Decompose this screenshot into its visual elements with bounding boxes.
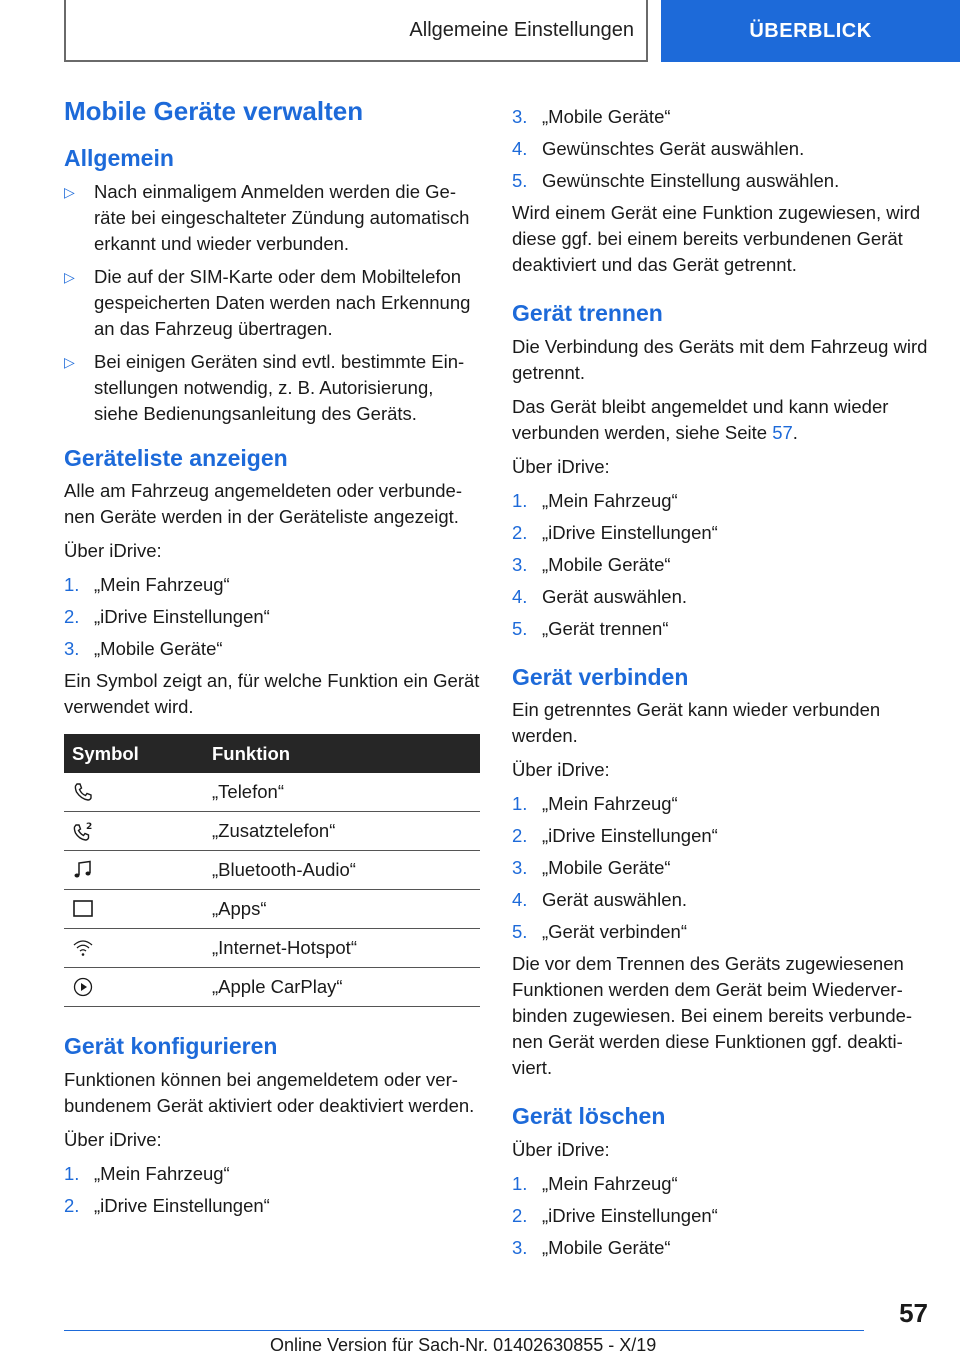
paragraph: Ein getrenntes Gerät kann wieder verbunden werden. — [512, 699, 881, 747]
steps-list — [512, 791, 928, 945]
paragraph: Funktionen können bei angemeldetem oder verbundenem Gerät aktiviert oder deaktiviert werden. — [64, 1068, 475, 1116]
list-item: 3. „Mobile Geräte“ — [512, 553, 671, 575]
paragraph: Alle am Fahrzeug angemeldeten oder verbundenen Geräte werden in der Geräteliste angezeigt. — [64, 480, 463, 528]
list-item: 3. „Mobile Geräte“ — [512, 106, 671, 127]
list-item: ▷ Die auf der SIM-Karte oder dem Mobiltelefon gespeicherten Daten werden nach Erkennung an das Fahrzeug übertragen. — [64, 265, 471, 339]
svg-text:2: 2 — [86, 822, 93, 833]
symbol-table — [64, 734, 480, 1007]
list-item: 1. „Mein Fahrzeug“ — [512, 1172, 678, 1194]
list-item: 1. „Mein Fahrzeug“ — [512, 489, 678, 511]
list-item: 1. „Mein Fahrzeug“ — [64, 1162, 230, 1184]
footer-divider — [64, 1330, 864, 1331]
list-item: 1. „Mein Fahrzeug“ — [512, 793, 678, 815]
footer-version: Online Version für Sach-Nr. 01402630855 - X/19 — [270, 1335, 657, 1355]
heading-konfigurieren: Gerät konfigurieren — [64, 1033, 278, 1060]
heading-trennen: Gerät trennen — [512, 300, 663, 326]
list-item: 2. „iDrive Einstellungen“ — [512, 1204, 718, 1226]
paragraph: Die vor dem Trennen des Geräts zugewiesenen Funktionen werden dem Gerät beim Wiederverbinden zugewiesen. Bei einem bereits verbundenen Gerät werden diese Funktionen ggf. deaktiviert. — [512, 953, 913, 1079]
paragraph: Das Gerät bleibt angemeldet und kann wieder verbunden werden, siehe Seite 57. — [512, 395, 889, 443]
phone-icon — [72, 781, 94, 803]
section-title: Allgemeine Einstellungen — [64, 0, 648, 62]
triangle-bullet-icon: ▷ — [64, 353, 75, 370]
table-row: 2 „Zusatztelefon“ — [64, 812, 480, 851]
list-item: 2. „iDrive Einstellungen“ — [64, 606, 270, 628]
carplay-icon — [72, 976, 94, 998]
paragraph: Über iDrive: — [64, 1128, 162, 1150]
list-item: 1. „Mein Fahrzeug“ — [64, 574, 230, 596]
steps-list — [512, 1171, 928, 1261]
paragraph: Über iDrive: — [64, 540, 162, 562]
list-item: 2. „iDrive Einstellungen“ — [512, 521, 718, 543]
list-item: 4. Gerät auswählen. — [512, 889, 688, 911]
paragraph: Die Verbindung des Geräts mit dem Fahrzeug wird getrennt. — [512, 335, 928, 383]
paragraph: Über iDrive: — [512, 1138, 610, 1160]
list-item: 5. „Gerät verbinden“ — [512, 921, 687, 943]
heading-allgemein: Allgemein — [64, 145, 174, 172]
table-row: „Apple CarPlay“ — [64, 968, 480, 1007]
table-row: „Telefon“ — [64, 773, 480, 812]
overview-tab[interactable]: ÜBERBLICK — [661, 0, 960, 62]
list-item: 3. „Mobile Geräte“ — [512, 1236, 671, 1258]
column-header-function: Funktion — [204, 734, 480, 773]
table-row: „Bluetooth-Audio“ — [64, 851, 480, 890]
list-item: 2. „iDrive Einstellungen“ — [512, 825, 718, 847]
table-row: „Internet-Hotspot“ — [64, 929, 480, 968]
paragraph: Ein Symbol zeigt an, für welche Funktion ein Gerät verwendet wird. — [64, 670, 480, 718]
triangle-bullet-icon: ▷ — [64, 268, 75, 285]
paragraph: Wird einem Gerät eine Funktion zugewiesen, wird diese ggf. bei einem bereits verbundenen Gerät deaktiviert und das Gerät getrennt. — [512, 202, 921, 275]
paragraph: Über iDrive: — [512, 759, 610, 781]
page-title: Mobile Geräte verwalten — [64, 96, 364, 126]
page-number: 57 — [899, 1298, 928, 1328]
steps-list — [64, 572, 480, 662]
triangle-bullet-icon: ▷ — [64, 183, 75, 200]
phone-2-icon — [72, 820, 94, 842]
list-item: 4. Gerät auswählen. — [512, 585, 688, 607]
list-item: 4. Gewünschtes Gerät auswählen. — [512, 138, 805, 159]
wifi-icon — [72, 937, 94, 959]
apps-square-icon — [72, 898, 94, 920]
list-item: 3. „Mobile Geräte“ — [64, 638, 223, 660]
steps-list — [512, 104, 928, 194]
list-item: 3. „Mobile Geräte“ — [512, 857, 671, 879]
left-column — [64, 96, 480, 1225]
column-header-symbol: Symbol — [64, 734, 204, 773]
heading-geraeteliste: Geräteliste anzeigen — [64, 444, 288, 471]
list-item: 2. „iDrive Einstellungen“ — [64, 1194, 270, 1216]
list-item: ▷ Bei einigen Geräten sind evtl. bestimmte Einstellungen notwendig, z. B. Autorisierung, siehe Bedienungsanleitung des Geräts. — [64, 350, 465, 424]
right-column — [512, 104, 928, 1267]
heading-verbinden: Gerät verbinden — [512, 663, 689, 690]
table-row: „Apps“ — [64, 890, 480, 929]
allgemein-list — [64, 179, 480, 427]
steps-list — [64, 1161, 480, 1219]
music-note-icon — [72, 859, 94, 881]
steps-list — [512, 488, 928, 642]
page-link[interactable]: 57 — [772, 421, 793, 443]
paragraph: Über iDrive: — [512, 455, 610, 477]
heading-loeschen: Gerät löschen — [512, 1103, 666, 1130]
list-item: ▷ Nach einmaligem Anmelden werden die Geräte bei eingeschalteter Zündung automatisch erkannt und wieder verbunden. — [64, 180, 470, 254]
list-item: 5. Gewünschte Einstellung auswählen. — [512, 170, 840, 191]
page-header — [0, 0, 960, 66]
list-item: 5. „Gerät trennen“ — [512, 617, 669, 639]
